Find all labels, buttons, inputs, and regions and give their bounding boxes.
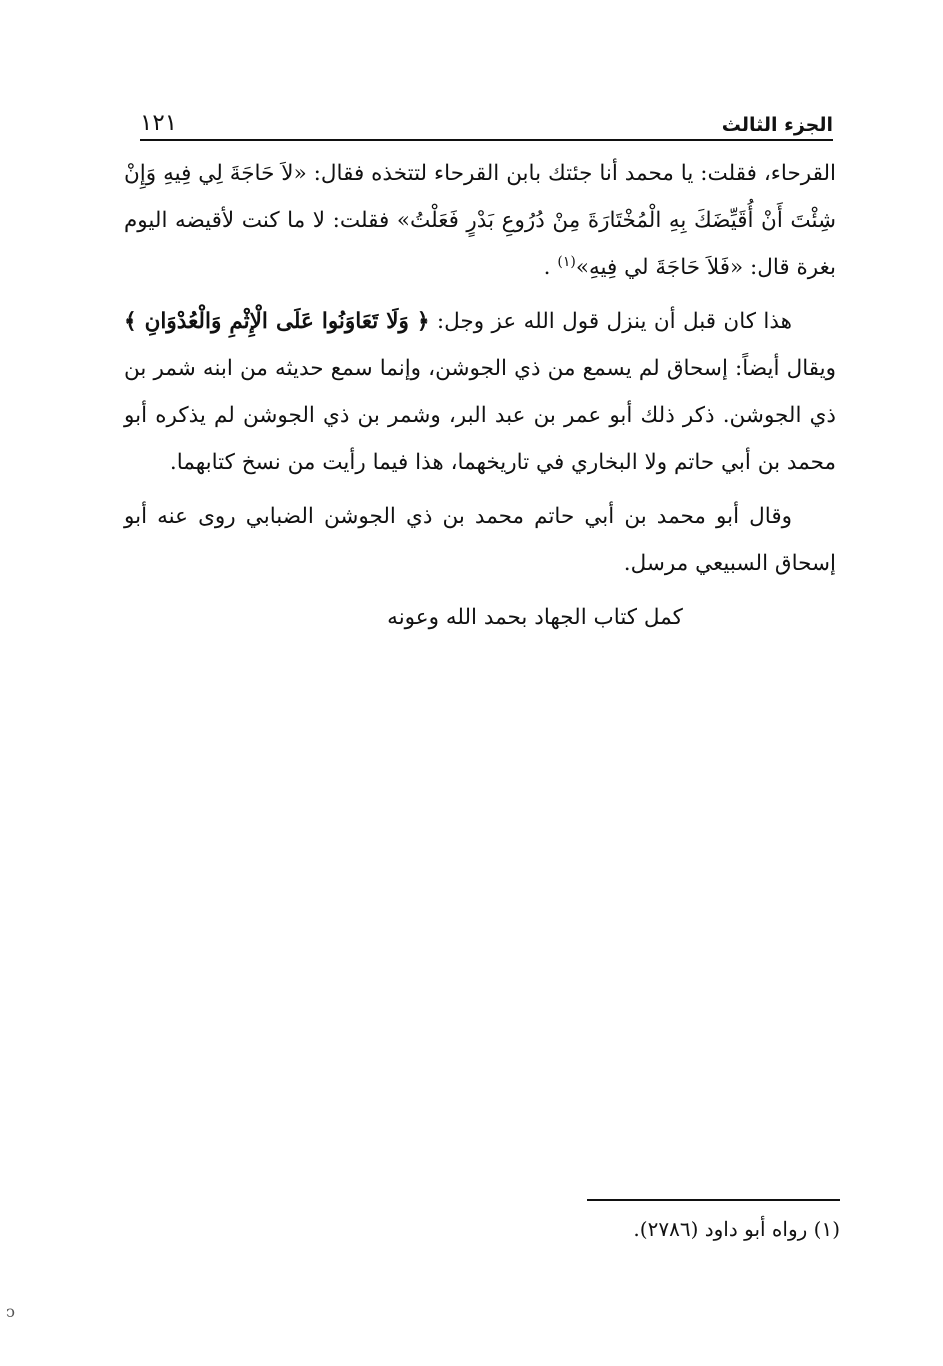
paragraph-2 bbox=[124, 298, 836, 486]
running-title: الجزء الثالث bbox=[721, 114, 833, 136]
paragraph-2-text: هذا كان قبل أن ينزل قول الله عز وجل: bbox=[436, 309, 792, 334]
header-rule bbox=[140, 139, 833, 141]
footnote: (١) رواه أبو داود (٢٧٨٦). bbox=[633, 1217, 840, 1241]
page-number: ١٢١ bbox=[140, 110, 178, 136]
paragraph-1-end: . bbox=[543, 255, 551, 280]
paragraph-1-text: القرحاء، فقلت: يا محمد أنا جئتك بابن القرحاء لتتخذه فقال: «لاَ حَاجَةَ لِي فِيهِ وَإِنْ شِئْتَ أَنْ أُقَيِّضَكَ بِهِ الْمُخْتَارَةَ مِنْ دُرُوعِ بَدْرٍ فَعَلْتُ» فقلت: لا ما كنت لأقيضه اليوم بغرة قال: «فَلاَ حَاجَةَ لي فِيهِ» bbox=[124, 161, 836, 280]
footnote-rule bbox=[587, 1199, 840, 1201]
paragraph-1 bbox=[124, 150, 836, 291]
paragraph-4: وقال أبو محمد بن أبي حاتم محمد بن ذي الجوشن الضبابي روى عنه أبو إسحاق السبيعي مرسل. bbox=[124, 504, 836, 576]
colophon: كمل كتاب الجهاد بحمد الله وعونه bbox=[387, 605, 683, 630]
page-header bbox=[140, 96, 833, 136]
margin-mark: ↄ bbox=[6, 1302, 15, 1321]
body-text bbox=[124, 150, 836, 641]
quranic-verse: ﴿ وَلَا تَعَاوَنُوا عَلَى الْإِثْمِ وَالْعُدْوَانِ ﴾ bbox=[124, 309, 430, 334]
footnote-reference: (١) bbox=[557, 253, 576, 270]
paragraph-3-text: ويقال أيضاً: إسحاق لم يسمع من ذي الجوشن، وإنما سمع حديثه من ابنه شمر بن ذي الجوشن. ذكر ذلك أبو عمر بن عبد البر، وشمر بن ذي الجوشن لم يذكره أبو محمد بن أبي حاتم ولا البخاري في تاريخهما، هذا فيما رأيت من نسخ كتابهما. bbox=[124, 356, 836, 475]
